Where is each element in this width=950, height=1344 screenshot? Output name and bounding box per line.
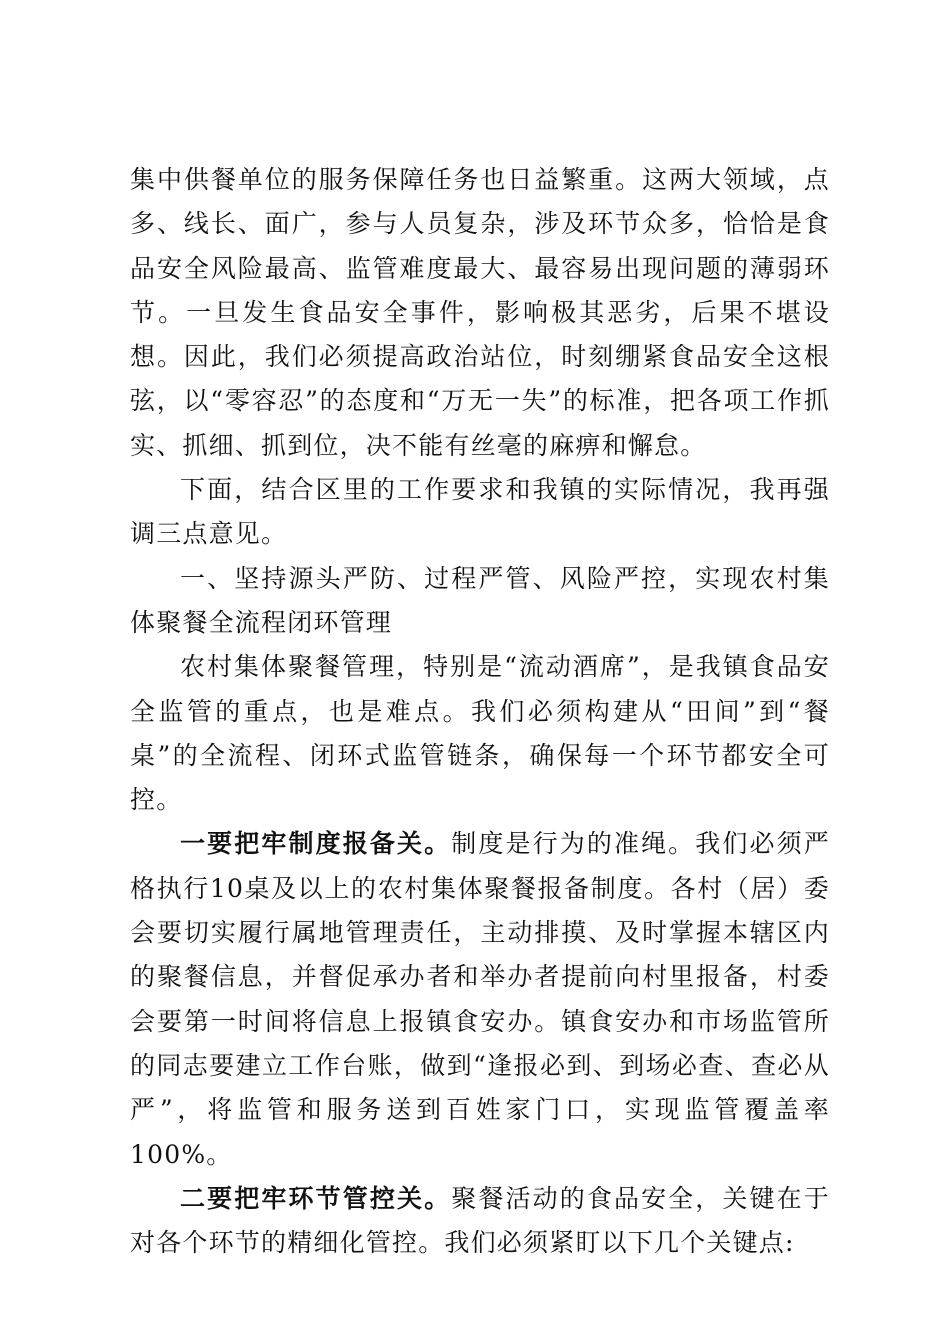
paragraph-6-text: 聚餐活动的食品安全，关键在于对各个环节的精细化管控。我们必须紧盯以下几个关键点: (130, 1183, 830, 1258)
paragraph-4 (130, 645, 830, 822)
section-heading-1-text: 一、坚持源头严防、过程严管、风险严控，实现农村集体聚餐全流程闭环管理 (130, 563, 830, 637)
document-body (130, 158, 830, 1265)
paragraph-1-text: 集中供餐单位的服务保障任务也日益繁重。这两大领域，点多、线长、面广，参与人员复杂，涉及环节众多，恰恰是食品安全风险最高、监管难度最大、最容易出现问题的薄弱环节。一旦发生食品安全事件，影响极其恶劣，后果不堪设想。因此，我们必须提高政治站位，时刻绷紧食品安全这根弦，以“零容忍”的态度和“万无一失”的标准，把各项工作抓实、抓细、抓到位，决不能有丝毫的麻痹和懈怠。 (130, 165, 830, 460)
paragraph-5 (130, 822, 830, 1176)
paragraph-2 (130, 468, 830, 557)
paragraph-5-text: 制度是行为的准绳。我们必须严格执行10桌及以上的农村集体聚餐报备制度。各村（居）委会要切实履行属地管理责任，主动排摸、及时掌握本辖区内的聚餐信息，并督促承办者和举办者提前向村里报备，村委会要第一时间将信息上报镇食安办。镇食安办和市场监管所的同志要建立工作台账，做到“逢报必到、到场必查、查必从严”，将监管和服务送到百姓家门口，实现监管覆盖率100%。 (130, 829, 830, 1169)
paragraph-5-lead: 一要把牢制度报备关。 (180, 829, 452, 859)
paragraph-6 (130, 1177, 830, 1266)
paragraph-2-text: 下面，结合区里的工作要求和我镇的实际情况，我再强调三点意见。 (130, 475, 830, 549)
section-heading-1 (130, 557, 830, 646)
paragraph-4-text: 农村集体聚餐管理，特别是“流动酒席”，是我镇食品安全监管的重点，也是难点。我们必须构建从“田间”到“餐桌”的全流程、闭环式监管链条，确保每一个环节都安全可控。 (130, 652, 830, 815)
paragraph-6-lead: 二要把牢环节管控关。 (180, 1183, 452, 1213)
paragraph-1 (130, 158, 830, 468)
